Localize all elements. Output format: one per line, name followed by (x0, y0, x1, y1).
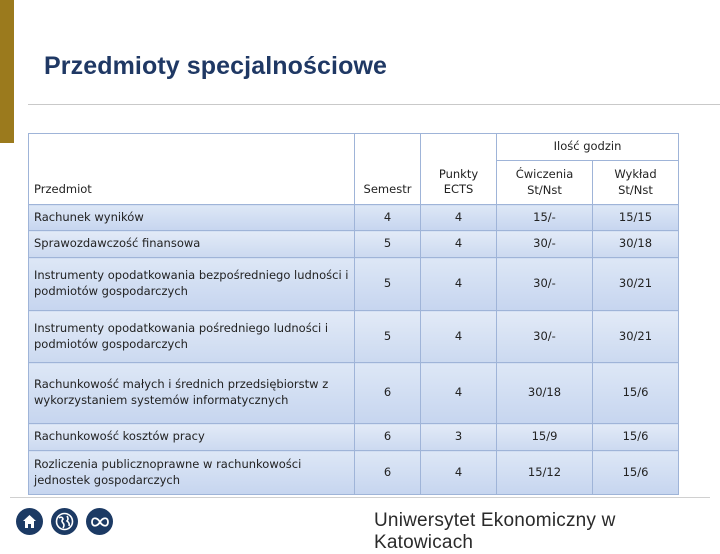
cell-lecture: 30/21 (593, 258, 679, 311)
cell-semester: 5 (355, 258, 421, 311)
cell-exercises: 30/- (497, 311, 593, 363)
table-row (29, 451, 679, 495)
cell-semester: 5 (355, 231, 421, 258)
header-ects-line2: ECTS (443, 182, 474, 197)
cell-subject: Rozliczenia publicznoprawne w rachunkowości jednostek gospodarczych (29, 451, 355, 495)
cell-exercises: 30/18 (497, 363, 593, 424)
cell-ects: 4 (421, 205, 497, 231)
table-row (29, 363, 679, 424)
cell-semester: 4 (355, 205, 421, 231)
cell-exercises: 15/9 (497, 424, 593, 451)
cell-ects: 4 (421, 451, 497, 495)
home-icon[interactable] (16, 508, 43, 535)
cell-subject: Instrumenty opodatkowania pośredniego ludności i podmiotów gospodarczych (29, 311, 355, 363)
header-lecture-line1: Wykład (614, 166, 657, 181)
table-row (29, 231, 679, 258)
page-title: Przedmioty specjalnościowe (44, 52, 387, 80)
cell-ects: 4 (421, 258, 497, 311)
table-row (29, 258, 679, 311)
cell-ects: 4 (421, 311, 497, 363)
globe-icon[interactable] (51, 508, 78, 535)
cell-subject: Rachunkowość małych i średnich przedsiębiorstw z wykorzystaniem systemów informatycznych (29, 363, 355, 424)
cell-ects: 3 (421, 424, 497, 451)
cell-lecture: 15/6 (593, 363, 679, 424)
cell-lecture: 15/6 (593, 424, 679, 451)
header-exercises-line1: Ćwiczenia (515, 166, 574, 181)
cell-lecture: 30/18 (593, 231, 679, 258)
infinity-icon[interactable] (86, 508, 113, 535)
cell-subject: Sprawozdawczość finansowa (29, 231, 355, 258)
cell-subject: Rachunek wyników (29, 205, 355, 231)
header-ects (421, 134, 497, 205)
accent-bar (0, 0, 14, 143)
table-header-row (29, 134, 679, 161)
cell-exercises: 15/12 (497, 451, 593, 495)
header-exercises-line2: St/Nst (527, 182, 562, 197)
cell-lecture: 30/21 (593, 311, 679, 363)
cell-semester: 6 (355, 363, 421, 424)
cell-ects: 4 (421, 231, 497, 258)
footer-divider (10, 497, 710, 498)
cell-subject: Rachunkowość kosztów pracy (29, 424, 355, 451)
cell-semester: 6 (355, 424, 421, 451)
header-exercises (497, 161, 593, 205)
header-ects-line1: Punkty (438, 166, 479, 181)
header-lecture-line2: St/Nst (618, 182, 653, 197)
table-row (29, 424, 679, 451)
table-row (29, 311, 679, 363)
cell-ects: 4 (421, 363, 497, 424)
cell-exercises: 30/- (497, 231, 593, 258)
cell-semester: 6 (355, 451, 421, 495)
courses-table (28, 133, 679, 495)
cell-semester: 5 (355, 311, 421, 363)
cell-exercises: 15/- (497, 205, 593, 231)
cell-lecture: 15/15 (593, 205, 679, 231)
header-subject: Przedmiot (29, 134, 355, 205)
title-divider (28, 104, 720, 105)
footer-icons (16, 508, 113, 535)
cell-lecture: 15/6 (593, 451, 679, 495)
cell-subject: Instrumenty opodatkowania bezpośredniego ludności i podmiotów gospodarczych (29, 258, 355, 311)
cell-exercises: 30/- (497, 258, 593, 311)
table-row (29, 205, 679, 231)
header-semester: Semestr (355, 134, 421, 205)
header-lecture (593, 161, 679, 205)
header-hours-group: Ilość godzin (497, 134, 679, 161)
university-name: Uniwersytet Ekonomiczny w Katowicach (374, 510, 616, 553)
